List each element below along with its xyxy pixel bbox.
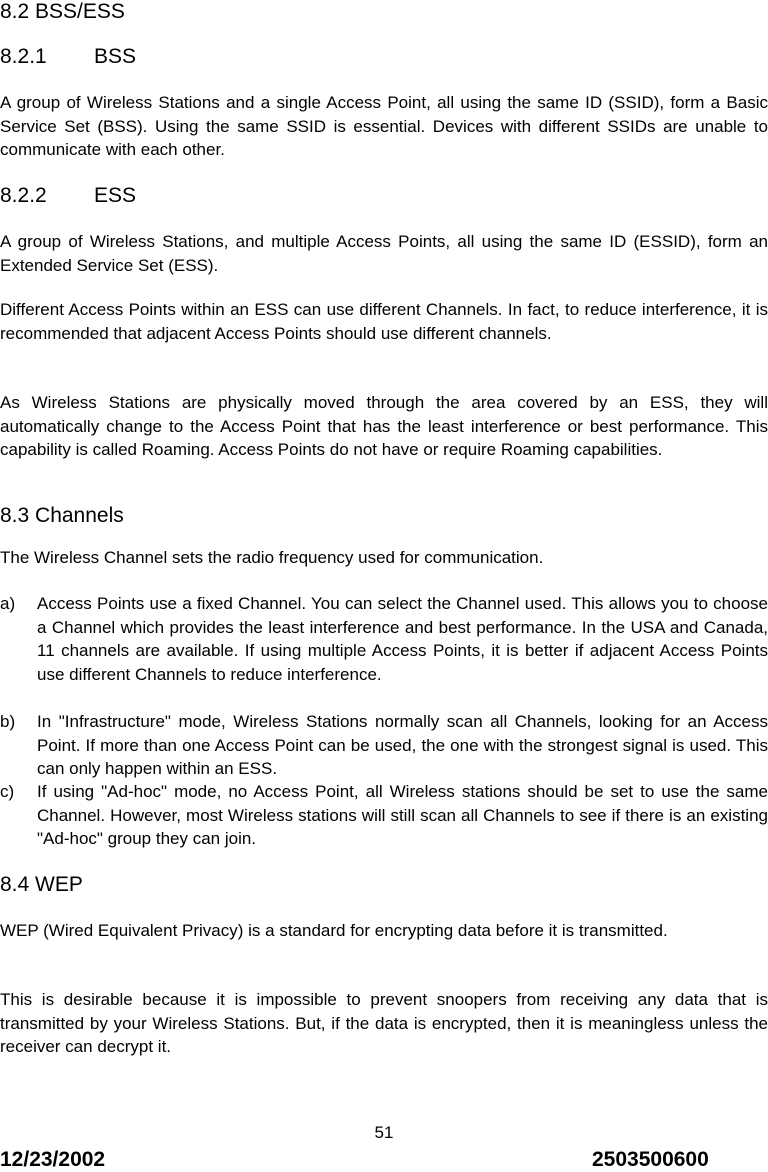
paragraph-wep-1: WEP (Wired Equivalent Privacy) is a standard for encrypting data before it is transmitted. bbox=[0, 921, 668, 940]
list-label: b) bbox=[0, 712, 16, 731]
footer-date: 12/23/2002 bbox=[0, 1148, 106, 1171]
paragraph-channels: The Wireless Channel sets the radio frequency used for communication. bbox=[0, 548, 544, 567]
heading-title: BSS bbox=[94, 45, 137, 68]
paragraph-bss: A group of Wireless Stations and a single Access Point, all using the same ID (SSID), form a Basic Service Set (BSS). Using the same SSID is essential. Devices with different SSIDs are unable to communicate with each other. bbox=[0, 93, 768, 160]
heading-8-2-1 bbox=[0, 45, 768, 69]
footer-doc-number: 2503500600 bbox=[592, 1148, 709, 1171]
list-text: Access Points use a fixed Channel. You can select the Channel used. This allows you to choose a Channel which provides the least interference and best performance. In the USA and Canada, 11 channels are available. If using multiple Access Points, it is better if adjacent Access Points use different Channels to reduce interference. bbox=[37, 594, 768, 684]
heading-number: 8.2.2 bbox=[0, 184, 47, 207]
paragraph-ess-2: Different Access Points within an ESS can use different Channels. In fact, to reduce interference, it is recommended that adjacent Access Points should use different channels. bbox=[0, 300, 768, 343]
list-item bbox=[0, 710, 768, 781]
list-label: a) bbox=[0, 594, 16, 613]
paragraph-wep-2: This is desirable because it is impossible to prevent snoopers from receiving any data that is transmitted by your Wireless Stations. But, if the data is encrypted, then it is meaningless unless the receiver can decrypt it. bbox=[0, 990, 768, 1057]
paragraph-ess-3: As Wireless Stations are physically moved through the area covered by an ESS, they will automatically change to the Access Point that has the least interference or best performance. This capability is called Roaming. Access Points do not have or require Roaming capabilities. bbox=[0, 393, 768, 460]
list-item bbox=[0, 780, 768, 851]
heading-8-4: 8.4 WEP bbox=[0, 873, 83, 896]
list-text: If using "Ad-hoc" mode, no Access Point, all Wireless stations should be set to use the same Channel. However, most Wireless stations will still scan all Channels to see if there is an existing "Ad-hoc" group they can join. bbox=[37, 782, 768, 849]
heading-number: 8.2.1 bbox=[0, 45, 47, 68]
heading-8-2-2 bbox=[0, 184, 768, 208]
list-label: c) bbox=[0, 782, 15, 801]
heading-8-2: 8.2 BSS/ESS bbox=[0, 0, 125, 23]
paragraph-ess-1: A group of Wireless Stations, and multiple Access Points, all using the same ID (ESSID), form an Extended Service Set (ESS). bbox=[0, 232, 768, 275]
list-item bbox=[0, 592, 768, 686]
heading-8-3: 8.3 Channels bbox=[0, 504, 124, 527]
heading-title: ESS bbox=[94, 184, 137, 207]
list-text: In "Infrastructure" mode, Wireless Stations normally scan all Channels, looking for an Access Point. If more than one Access Point can be used, the one with the strongest signal is used. This can only happen within an ESS. bbox=[37, 712, 768, 779]
page-number: 51 bbox=[374, 1123, 394, 1142]
